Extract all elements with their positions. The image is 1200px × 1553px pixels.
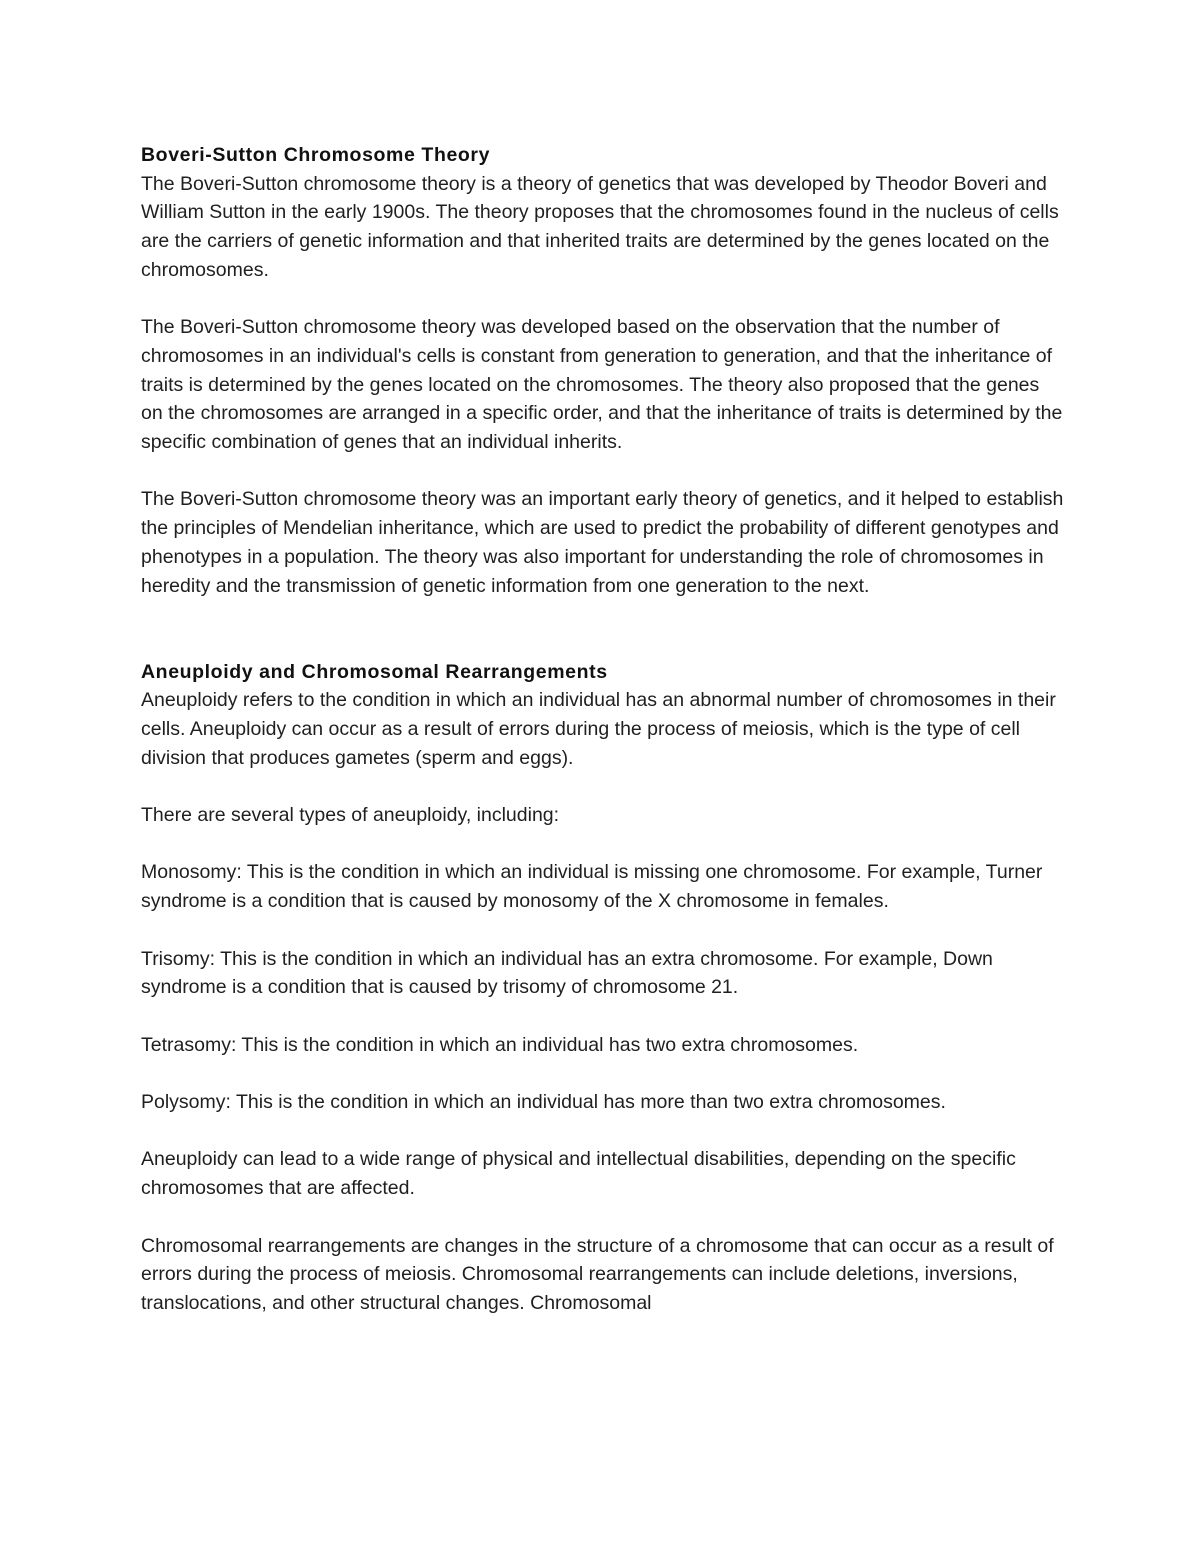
paragraph: Aneuploidy refers to the condition in which an individual has an abnormal number of chromosomes in their cells. Aneuploidy can occur as a result of errors during the process of meiosis, which is the type of cell division that produces gametes (sperm and eggs). [141, 689, 1056, 769]
paragraph: The Boveri-Sutton chromosome theory is a theory of genetics that was developed by Theodor Boveri and William Sutton in the early 1900s. The theory proposes that the chromosomes found in the nucleus of cells are the carriers of genetic information and that inherited traits are determined by the genes located on the chromosomes. [141, 172, 1059, 281]
paragraph: Tetrasomy: This is the condition in which an individual has two extra chromosomes. [141, 1033, 859, 1056]
paragraph: Chromosomal rearrangements are changes in the structure of a chromosome that can occur as a result of errors during the process of meiosis. Chromosomal rearrangements can include deletions, inversions, translocations, and other structural changes. Chromosomal [141, 1234, 1054, 1314]
paragraph: The Boveri-Sutton chromosome theory was developed based on the observation that the number of chromosomes in an individual's cells is constant from generation to generation, and that the inheritance of traits is determined by the genes located on the chromosomes. The theory also proposed that the genes on the chromosomes are arranged in a specific order, and that the inheritance of traits is determined by the specific combination of genes that an individual inherits. [141, 316, 1063, 454]
paragraph: There are several types of aneuploidy, including: [141, 804, 560, 827]
paragraph: Polysomy: This is the condition in which an individual has more than two extra chromosomes. [141, 1091, 946, 1114]
section-heading: Boveri-Sutton Chromosome Theory [141, 144, 491, 166]
section-aneuploidy [141, 658, 1066, 1318]
paragraph: The Boveri-Sutton chromosome theory was an important early theory of genetics, and it helped to establish the principles of Mendelian inheritance, which are used to predict the probability of different genotypes and phenotypes in a population. The theory was also important for understanding the role of chromosomes in heredity and the transmission of genetic information from one generation to the next. [141, 488, 1064, 597]
paragraph: Aneuploidy can lead to a wide range of physical and intellectual disabilities, depending on the specific chromosomes that are affected. [141, 1148, 1016, 1200]
document-page [141, 141, 1066, 1346]
section-heading: Aneuploidy and Chromosomal Rearrangements [141, 660, 608, 683]
paragraph: Trisomy: This is the condition in which an individual has an extra chromosome. For example, Down syndrome is a condition that is caused by trisomy of chromosome 21. [141, 947, 993, 999]
section-boveri-sutton [141, 141, 1066, 600]
section-spacer [141, 629, 1066, 658]
paragraph: Monosomy: This is the condition in which an individual is missing one chromosome. For example, Turner syndrome is a condition that is caused by monosomy of the X chromosome in females. [141, 861, 1043, 913]
